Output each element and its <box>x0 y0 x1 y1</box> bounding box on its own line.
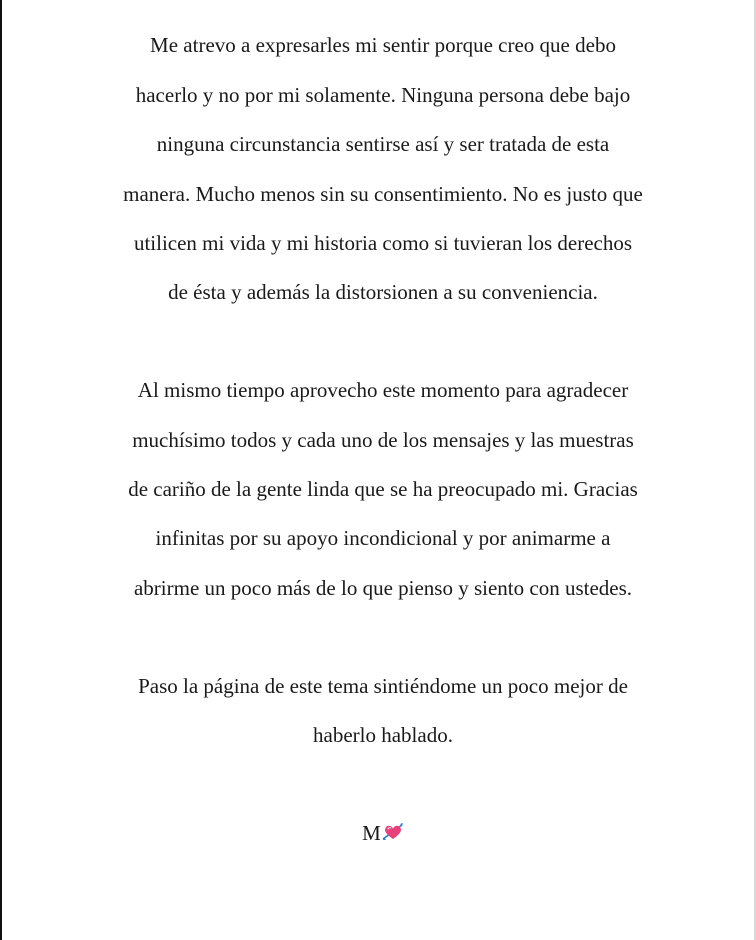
paragraph-2-line-3: de cariño de la gente linda que se ha preocupado mi. Gracias <box>128 477 638 501</box>
paragraph-2-line-5: abrirme un poco más de lo que pienso y siento con ustedes. <box>133 576 633 600</box>
heart-with-arrow-icon <box>382 820 404 850</box>
signature <box>10 818 756 850</box>
paragraph-1-line-1: Me atrevo a expresarles mi sentir porque creo que debo <box>150 33 616 57</box>
signature-letter: M <box>362 821 381 845</box>
paragraph-3-line-2: haberlo hablado. <box>313 723 453 747</box>
paragraph-1-line-4: manera. Mucho menos sin su consentimiento. No es justo que <box>123 182 643 206</box>
paragraph-2-line-2: muchísimo todos y cada uno de los mensajes y las muestras <box>132 428 634 452</box>
paragraph-2-line-1: Al mismo tiempo aprovecho este momento para agradecer <box>137 378 629 402</box>
left-edge-border <box>0 0 2 940</box>
paragraph-1-line-5: utilicen mi vida y mi historia como si tuvieran los derechos <box>133 231 633 255</box>
paragraph-1-line-6: de ésta y además la distorsionen a su conveniencia. <box>168 280 598 304</box>
paragraph-1-line-2: hacerlo y no por mi solamente. Ninguna persona debe bajo <box>135 83 631 107</box>
paragraph-3-line-1: Paso la página de este tema sintiéndome un poco mejor de <box>138 674 628 698</box>
paragraph-2-line-4: infinitas por su apoyo incondicional y por animarme a <box>155 526 611 550</box>
paragraph-1-line-3: ninguna circunstancia sentirse así y ser tratada de esta <box>156 132 610 156</box>
